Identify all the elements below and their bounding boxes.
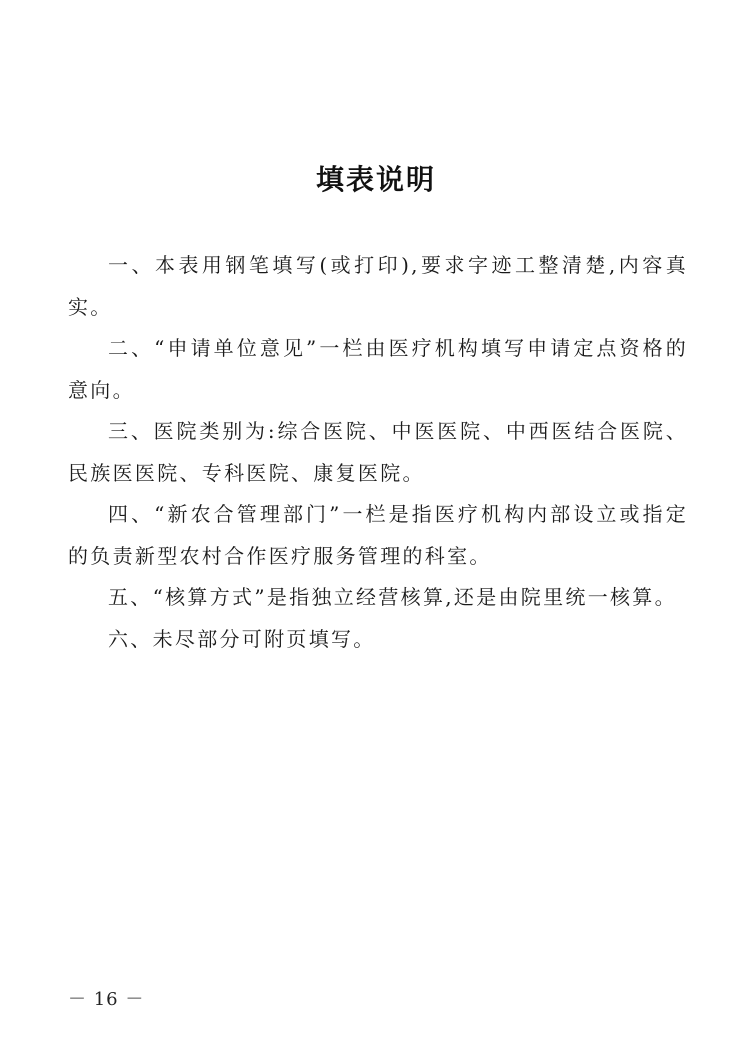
instruction-item-6: 六、未尽部分可附页填写。: [108, 626, 376, 651]
instruction-item-1: 一、本表用钢笔填写(或打印),要求字迹工整清楚,内容真实。: [68, 253, 688, 319]
instruction-item-2: 二、“申请单位意见”一栏由医疗机构填写申请定点资格的意向。: [68, 336, 688, 402]
instruction-item-5: 五、“核算方式”是指独立经营核算,还是由院里统一核算。: [108, 585, 677, 609]
page-title: 填表说明: [315, 163, 436, 196]
instruction-item-3: 三、医院类别为:综合医院、中医医院、中西医结合医院、民族医医院、专科医院、康复医院。: [68, 419, 688, 485]
page-number: － 16 －: [68, 989, 145, 1010]
instruction-item-4: 四、“新农合管理部门”一栏是指医疗机构内部设立或指定的负责新型农村合作医疗服务管理的科室。: [68, 502, 688, 568]
instructions-list: [68, 245, 688, 660]
